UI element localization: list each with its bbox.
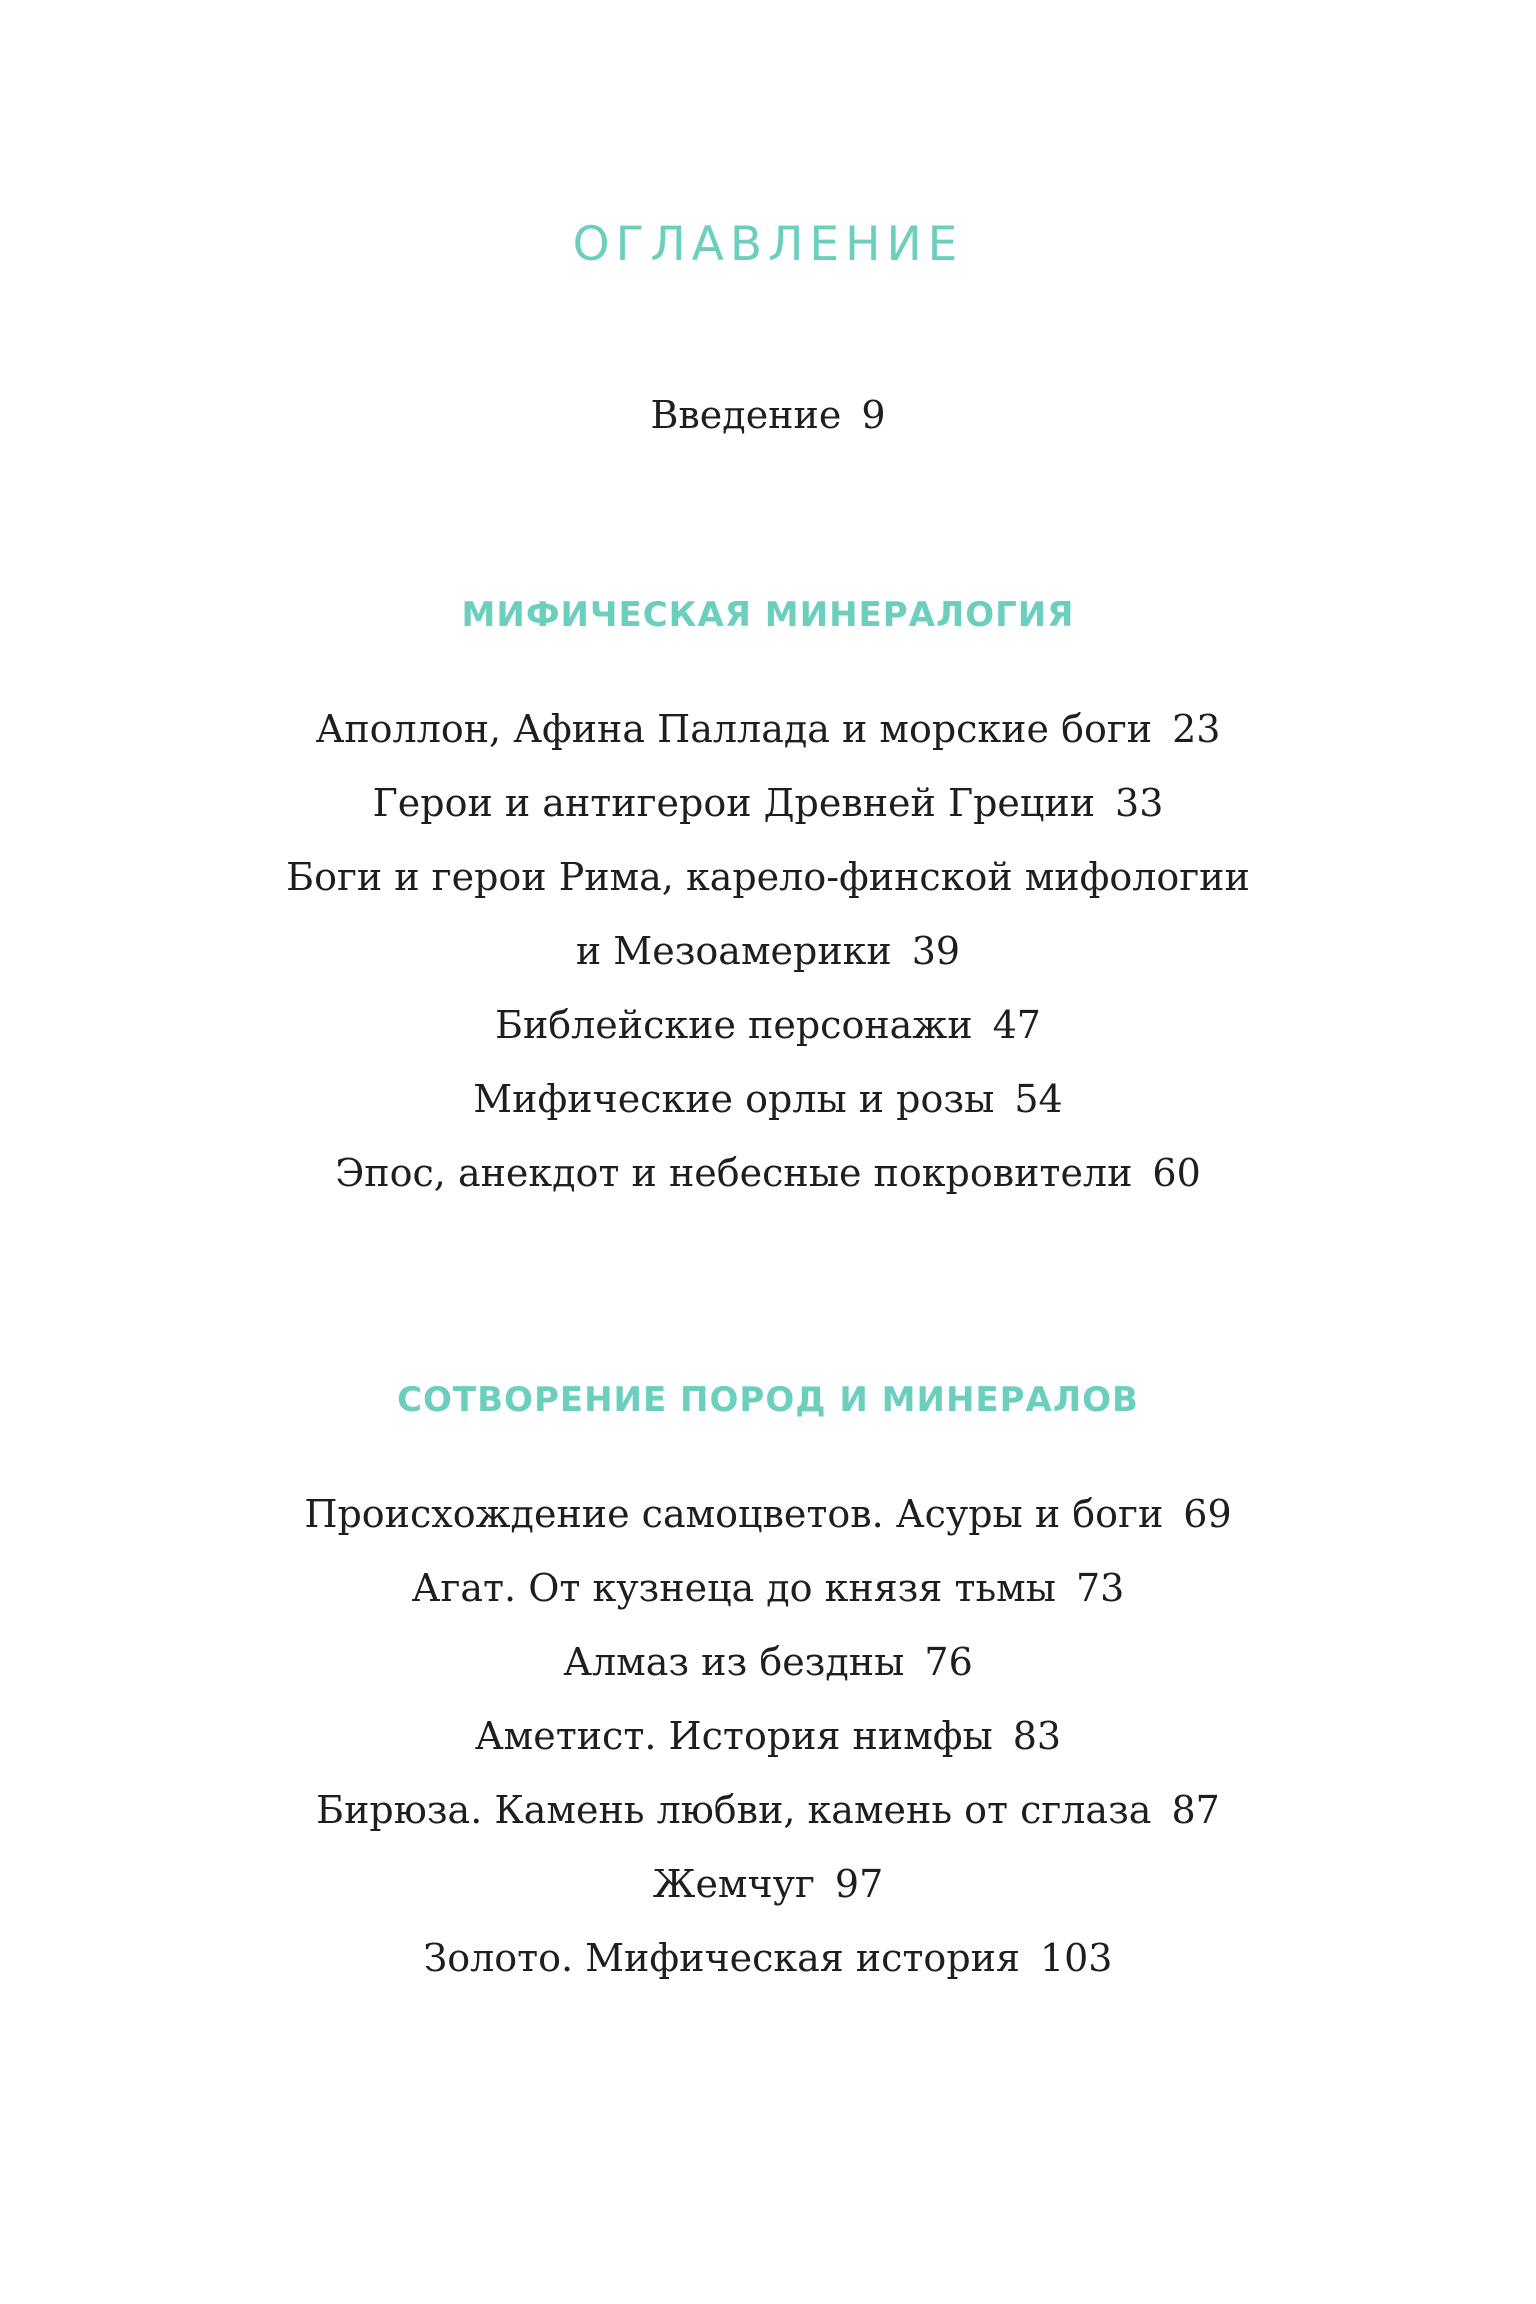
toc-entry-text: Алмаз из бездны — [563, 1640, 905, 1684]
toc-entry-page-number: 23 — [1172, 707, 1221, 751]
toc-entry[interactable] — [0, 1773, 1536, 1847]
toc-entry[interactable] — [0, 988, 1536, 1062]
toc-entry-text: Эпос, анекдот и небесные покровители — [335, 1151, 1133, 1195]
toc-section-mythical-mineralogy — [0, 692, 1536, 1210]
toc-entry-text: Аполлон, Афина Паллада и морские боги — [315, 707, 1153, 751]
toc-entry-text: Герои и антигерои Древней Греции — [372, 781, 1096, 825]
toc-entry-intro[interactable] — [0, 385, 1536, 445]
toc-entry-page-number: 103 — [1039, 1936, 1113, 1980]
toc-entry[interactable] — [0, 1625, 1536, 1699]
toc-entry[interactable] — [0, 766, 1536, 840]
toc-entry[interactable] — [0, 1847, 1536, 1921]
toc-entry-page-number: 69 — [1183, 1492, 1232, 1536]
toc-section-creation-of-rocks — [0, 1477, 1536, 1995]
toc-entry-page-number: 47 — [992, 1003, 1041, 1047]
toc-entry-page-number: 76 — [924, 1640, 973, 1684]
page-title: ОГЛАВЛЕНИЕ — [572, 217, 964, 273]
toc-entry[interactable] — [0, 1136, 1536, 1210]
toc-entry-page-number: 60 — [1152, 1151, 1201, 1195]
toc-entry-text: Жемчуг — [652, 1862, 815, 1906]
toc-entry-text: Бирюза. Камень любви, камень от сглаза — [316, 1788, 1152, 1832]
toc-entry[interactable] — [0, 1921, 1536, 1995]
toc-entry[interactable] — [0, 1477, 1536, 1551]
toc-entry[interactable] — [0, 1551, 1536, 1625]
toc-entry[interactable] — [0, 1062, 1536, 1136]
toc-entry[interactable] — [0, 914, 1536, 988]
toc-entry-text: Золото. Мифическая история — [423, 1936, 1020, 1980]
toc-entry-text: Мифические орлы и розы — [473, 1077, 995, 1121]
section-heading-mythical-mineralogy: МИФИЧЕСКАЯ МИНЕРАЛОГИЯ — [461, 595, 1075, 636]
section-heading-creation-of-rocks: СОТВОРЕНИЕ ПОРОД И МИНЕРАЛОВ — [397, 1380, 1139, 1421]
toc-entry-text: Библейские персонажи — [495, 1003, 973, 1047]
toc-entry-page-number: 39 — [911, 929, 961, 973]
toc-entry-page-number: 33 — [1115, 781, 1164, 825]
toc-entry[interactable] — [0, 840, 1536, 914]
toc-entry-page-number: 9 — [861, 393, 886, 437]
toc-entry-page-number: 73 — [1075, 1566, 1125, 1610]
toc-entry-text: и Мезоамерики — [575, 929, 892, 973]
toc-entry-text: Аметист. История нимфы — [474, 1714, 993, 1758]
toc-entry[interactable] — [0, 1699, 1536, 1773]
toc-entry-page-number: 87 — [1171, 1788, 1220, 1832]
toc-entry-text: Агат. От кузнеца до князя тьмы — [411, 1566, 1056, 1610]
toc-entry-text: Происхождение самоцветов. Асуры и боги — [304, 1492, 1164, 1536]
toc-entry-text: Введение — [650, 393, 842, 437]
toc-entry-page-number: 97 — [834, 1862, 884, 1906]
toc-entry[interactable] — [0, 692, 1536, 766]
toc-entry-page-number: 83 — [1012, 1714, 1062, 1758]
toc-entry-page-number: 54 — [1014, 1077, 1063, 1121]
toc-entry-text: Боги и герои Рима, карело-финской мифологии — [286, 855, 1250, 899]
